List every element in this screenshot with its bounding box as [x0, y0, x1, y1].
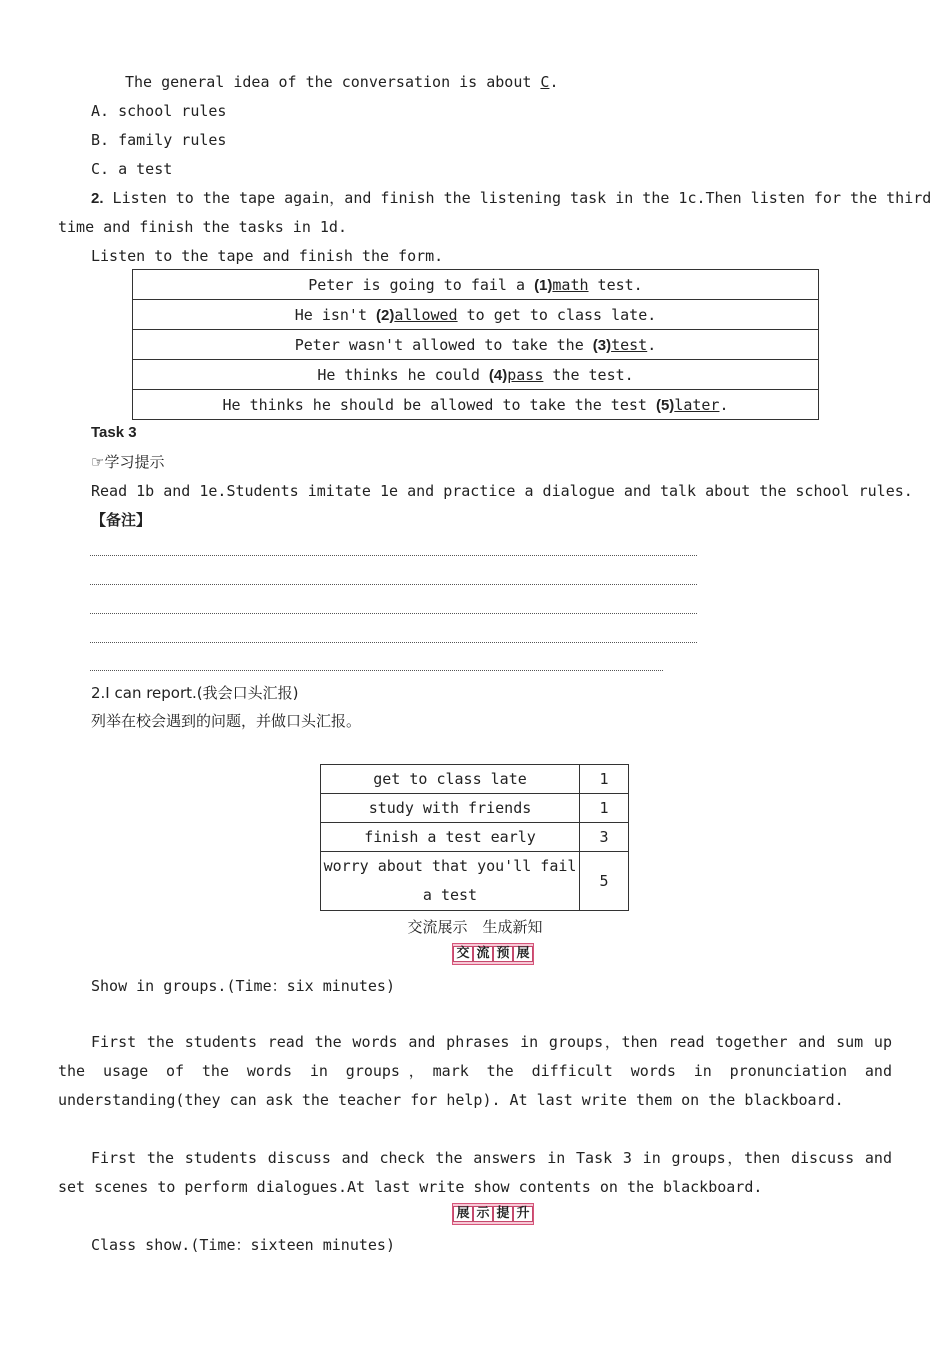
table-row: [133, 270, 819, 300]
listening-form: [132, 269, 819, 420]
report-item: get to class late: [321, 765, 580, 794]
class-show: Class show.(Time：sixteen minutes): [91, 1236, 395, 1254]
note-line: [90, 670, 663, 671]
blank-number: (4): [488, 366, 508, 384]
blank-answer: test: [611, 335, 648, 354]
blank-number: (3): [592, 336, 612, 354]
report-item-line: worry about that you'll fail: [323, 857, 577, 875]
report-value: 5: [580, 852, 629, 911]
table-row: [133, 300, 819, 330]
form-text: the test.: [543, 365, 634, 384]
table-row: [321, 823, 629, 852]
task3-title: Task 3: [91, 424, 137, 441]
form-instruction: Listen to the tape and finish the form.: [91, 247, 444, 265]
table-row: [133, 330, 819, 360]
form-cell: [133, 330, 819, 360]
question-answer: C: [540, 73, 550, 91]
option-c: C. a test: [91, 160, 173, 178]
form-cell: [133, 300, 819, 330]
form-cell: [133, 270, 819, 300]
blank-number: (5): [655, 396, 675, 414]
question-text: The general idea of the conversation is about: [125, 73, 541, 91]
stamp-show-improve: [452, 1203, 534, 1225]
paragraph-1: First the students read the words and phrases in groups，then read together and sum up the usage of the words in groups，mark the difficult words in pronunciation and understanding(they can ask the teacher for help). At last write them on the blackboard.: [58, 1033, 892, 1109]
stamp-char: 交: [453, 946, 472, 962]
table-row: [133, 390, 819, 420]
note-line: [90, 642, 697, 643]
step2-number: 2.: [91, 190, 104, 207]
question-sentence: [125, 72, 558, 92]
report-item: finish a test early: [321, 823, 580, 852]
stamp-char: 展: [453, 1206, 472, 1222]
option-b: B. family rules: [91, 131, 227, 149]
report-item-line: a test: [422, 886, 478, 904]
note-line: [90, 555, 697, 556]
paragraph-2: First the students discuss and check the answers in Task 3 in groups，then discuss and set scenes to perform dialogues.At last write show contents on the blackboard.: [58, 1149, 892, 1196]
step2-line1: [91, 188, 931, 209]
form-text: He isn't: [294, 305, 377, 324]
task3-tip: ☞学习提示: [91, 453, 165, 471]
report-instruction: 列举在校会遇到的问题，并做口头汇报。: [91, 712, 362, 730]
form-cell: [133, 390, 819, 420]
stamp-char: 预: [493, 946, 512, 962]
form-cell: [133, 360, 819, 390]
note-line: [90, 613, 697, 614]
form-text: to get to class late.: [457, 305, 657, 324]
table-row: [133, 360, 819, 390]
task3-text: Read 1b and 1e.Students imitate 1e and practice a dialogue and talk about the school rules.: [91, 482, 913, 500]
blank-answer: math: [552, 275, 589, 294]
table-row: [321, 852, 629, 911]
report-value: 1: [580, 794, 629, 823]
table-row: [321, 765, 629, 794]
form-text: He thinks he could: [317, 365, 489, 384]
stamp-char: 升: [513, 1206, 532, 1222]
step2-text: Listen to the tape again，and finish the listening task in the 1c.Then listen for the third: [103, 189, 932, 207]
form-text: Peter is going to fail a: [308, 275, 535, 294]
note-line: [90, 584, 697, 585]
blank-number: (2): [376, 306, 395, 324]
form-text: .: [647, 335, 657, 354]
step2-line2: time and finish the tasks in 1d.: [58, 218, 347, 236]
form-text: test.: [588, 275, 643, 294]
section-title-text: 交流展示 生成新知: [407, 918, 543, 936]
report-value: 1: [580, 765, 629, 794]
stamp-char: 展: [513, 946, 532, 962]
blank-answer: later: [674, 395, 720, 414]
form-text: He thinks he should be allowed to take the test: [222, 395, 656, 414]
table-row: [321, 794, 629, 823]
blank-answer: allowed: [394, 305, 458, 324]
report-item: [321, 852, 580, 911]
option-a: A. school rules: [91, 102, 227, 120]
stamp-char: 提: [493, 1206, 512, 1222]
report-heading-text: 2.I can report.(我会口头汇报): [91, 684, 299, 702]
question-suffix: .: [549, 73, 559, 91]
form-text: .: [719, 395, 729, 414]
form-text: Peter wasn't allowed to take the: [294, 335, 593, 354]
section-title: [0, 917, 950, 937]
stamp-char: 示: [473, 1206, 492, 1222]
stamp-exchange-preview: [452, 943, 534, 965]
blank-number: (1): [534, 276, 553, 294]
report-value: 3: [580, 823, 629, 852]
notes-label: 【备注】: [91, 511, 152, 529]
blank-answer: pass: [507, 365, 544, 384]
report-heading: [91, 683, 299, 703]
show-groups: Show in groups.(Time：six minutes): [91, 977, 395, 995]
report-table: [320, 764, 629, 911]
report-item: study with friends: [321, 794, 580, 823]
stamp-char: 流: [473, 946, 492, 962]
